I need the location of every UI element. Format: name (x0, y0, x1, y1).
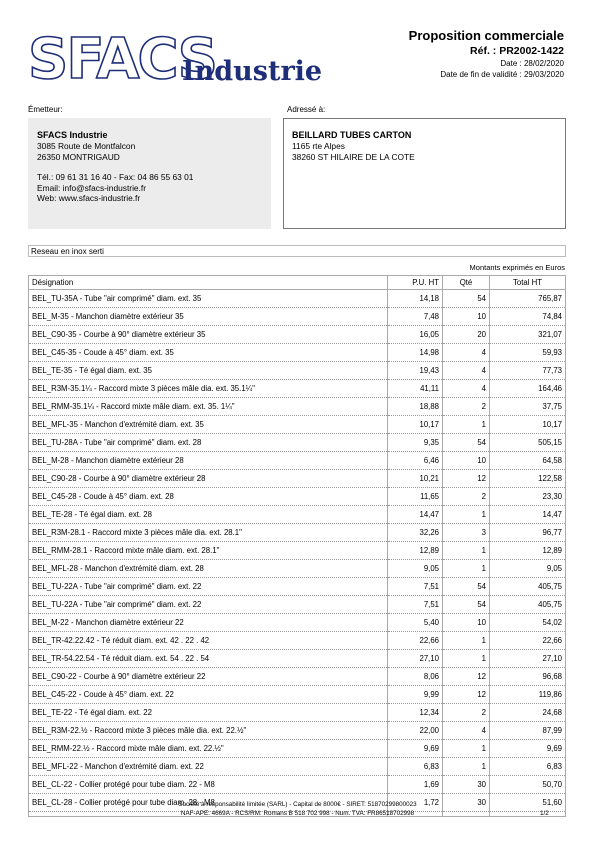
cell-quantity: 1 (443, 560, 490, 578)
cell-quantity: 4 (443, 362, 490, 380)
cell-unit-price: 10,17 (388, 416, 443, 434)
cell-total: 22,66 (490, 632, 566, 650)
cell-quantity: 4 (443, 344, 490, 362)
cell-unit-price: 41,11 (388, 380, 443, 398)
cell-designation: BEL_RMM-28.1 - Raccord mixte mâle diam. ext. 28.1" (29, 542, 388, 560)
sender-label: Émetteur: (28, 105, 63, 114)
footer-line-1: Société à responsabilité limitée (SARL) - Capital de 8000€ - SIRET: 51870299800023 (178, 801, 417, 808)
table-row (29, 488, 566, 506)
document-header (409, 28, 564, 80)
sender-address-2: 26350 MONTRIGAUD (37, 151, 120, 162)
table-row (29, 344, 566, 362)
cell-total: 10,17 (490, 416, 566, 434)
cell-designation: BEL_TR-42.22.42 - Té réduit diam. ext. 42 . 22 . 42 (29, 632, 388, 650)
cell-quantity: 1 (443, 506, 490, 524)
cell-designation: BEL_C90-22 - Courbe à 90° diamètre extérieur 22 (29, 668, 388, 686)
cell-total: 50,70 (490, 776, 566, 794)
cell-quantity: 1 (443, 758, 490, 776)
cell-designation: BEL_M-22 - Manchon diamètre extérieur 22 (29, 614, 388, 632)
cell-unit-price: 6,83 (388, 758, 443, 776)
table-row (29, 578, 566, 596)
table-row (29, 740, 566, 758)
footer-line-2: NAF-APE: 4669A - RCS/RM: Romans B 518 702 998 - Num. TVA: FR86518702998 (180, 810, 415, 817)
cell-designation: BEL_C45-35 - Coude à 45° diam. ext. 35 (29, 344, 388, 362)
cell-quantity: 10 (443, 614, 490, 632)
quote-lines-table (28, 275, 566, 817)
table-row (29, 686, 566, 704)
cell-total: 77,73 (490, 362, 566, 380)
cell-designation: BEL_C45-28 - Coude à 45° diam. ext. 28 (29, 488, 388, 506)
table-row (29, 758, 566, 776)
cell-designation: BEL_TE-22 - Té égal diam. ext. 22 (29, 704, 388, 722)
cell-quantity: 54 (443, 434, 490, 452)
cell-total: 405,75 (490, 596, 566, 614)
header-unit-price: P.U. HT (388, 276, 443, 290)
cell-total: 321,07 (490, 326, 566, 344)
table-row (29, 506, 566, 524)
cell-unit-price: 9,35 (388, 434, 443, 452)
recipient-label: Adressé à: (287, 105, 326, 114)
cell-quantity: 54 (443, 290, 490, 308)
cell-quantity: 4 (443, 722, 490, 740)
cell-unit-price: 19,43 (388, 362, 443, 380)
cell-total: 164,46 (490, 380, 566, 398)
cell-total: 405,75 (490, 578, 566, 596)
cell-designation: BEL_TE-28 - Té égal diam. ext. 28 (29, 506, 388, 524)
table-row (29, 542, 566, 560)
cell-quantity: 10 (443, 452, 490, 470)
table-row (29, 560, 566, 578)
sender-email: Email: info@sfacs-industrie.fr (37, 182, 147, 193)
document-validity: Date de fin de validité : 29/03/2020 (440, 70, 564, 79)
legal-footer (0, 800, 595, 818)
cell-unit-price: 14,18 (388, 290, 443, 308)
cell-designation: BEL_TE-35 - Té égal diam. ext. 35 (29, 362, 388, 380)
cell-total: 74,84 (490, 308, 566, 326)
cell-unit-price: 5,40 (388, 614, 443, 632)
cell-total: 87,99 (490, 722, 566, 740)
cell-designation: BEL_MFL-22 - Manchon d'extrémité diam. ext. 22 (29, 758, 388, 776)
document-reference: Réf. : PR2002-1422 (470, 45, 564, 57)
document-date: Date : 28/02/2020 (500, 59, 564, 68)
cell-total: 23,30 (490, 488, 566, 506)
cell-total: 59,93 (490, 344, 566, 362)
cell-designation: BEL_C90-35 - Courbe à 90° diamètre extérieur 35 (29, 326, 388, 344)
cell-unit-price: 14,47 (388, 506, 443, 524)
cell-designation: BEL_R3M-22.½ - Raccord mixte 3 pièces mâle dia. ext. 22.½" (29, 722, 388, 740)
cell-unit-price: 27,10 (388, 650, 443, 668)
sender-web: Web: www.sfacs-industrie.fr (37, 193, 141, 203)
table-row (29, 668, 566, 686)
table-row (29, 470, 566, 488)
cell-quantity: 54 (443, 596, 490, 614)
table-row (29, 290, 566, 308)
cell-designation: BEL_M-35 - Manchon diamètre extérieur 35 (29, 308, 388, 326)
table-row (29, 704, 566, 722)
table-row (29, 650, 566, 668)
table-row (29, 776, 566, 794)
cell-unit-price: 10,21 (388, 470, 443, 488)
cell-designation: BEL_TU-28A - Tube "air comprimé" diam. ext. 28 (29, 434, 388, 452)
cell-unit-price: 16,05 (388, 326, 443, 344)
cell-total: 51,60 (490, 794, 566, 812)
cell-designation: BEL_R3M-35.1¼ - Raccord mixte 3 pièces mâle dia. ext. 35.1¼" (29, 380, 388, 398)
cell-total: 12,89 (490, 542, 566, 560)
cell-unit-price: 18,88 (388, 398, 443, 416)
table-row (29, 596, 566, 614)
sender-name: SFACS Industrie (37, 130, 108, 140)
cell-total: 54,02 (490, 614, 566, 632)
cell-unit-price: 12,34 (388, 704, 443, 722)
sender-address-1: 3085 Route de Montfalcon (37, 141, 136, 151)
cell-total: 96,68 (490, 668, 566, 686)
cell-unit-price: 9,69 (388, 740, 443, 758)
header-quantity: Qté (443, 276, 490, 290)
table-row (29, 614, 566, 632)
cell-quantity: 1 (443, 650, 490, 668)
cell-unit-price: 7,51 (388, 578, 443, 596)
cell-total: 9,69 (490, 740, 566, 758)
cell-quantity: 3 (443, 524, 490, 542)
currency-note: Montants exprimés en Euros (469, 263, 565, 272)
table-row (29, 452, 566, 470)
cell-designation: BEL_M-28 - Manchon diamètre extérieur 28 (29, 452, 388, 470)
recipient-box (283, 118, 566, 229)
cell-total: 6,83 (490, 758, 566, 776)
cell-unit-price: 1,69 (388, 776, 443, 794)
cell-quantity: 54 (443, 578, 490, 596)
recipient-address-1: 1165 rte Alpes (292, 141, 345, 151)
table-header-row (29, 276, 566, 290)
cell-total: 119,86 (490, 686, 566, 704)
logo-sub-text: Industrie (182, 56, 323, 87)
cell-quantity: 12 (443, 470, 490, 488)
table-row (29, 722, 566, 740)
cell-designation: BEL_TU-22A - Tube "air comprimé" diam. ext. 22 (29, 578, 388, 596)
document-title: Proposition commerciale (408, 28, 564, 43)
cell-quantity: 2 (443, 704, 490, 722)
cell-designation: BEL_RMM-22.½ - Raccord mixte mâle diam. ext. 22.½" (29, 740, 388, 758)
cell-quantity: 2 (443, 398, 490, 416)
page-number: 1/2 (540, 810, 549, 817)
cell-quantity: 1 (443, 542, 490, 560)
cell-designation: BEL_TU-22A - Tube "air comprimé" diam. ext. 22 (29, 596, 388, 614)
cell-total: 765,87 (490, 290, 566, 308)
cell-quantity: 20 (443, 326, 490, 344)
cell-unit-price: 22,66 (388, 632, 443, 650)
cell-quantity: 1 (443, 416, 490, 434)
table-row (29, 398, 566, 416)
table-row (29, 524, 566, 542)
cell-total: 9,05 (490, 560, 566, 578)
cell-designation: BEL_C45-22 - Coude à 45° diam. ext. 22 (29, 686, 388, 704)
cell-quantity: 2 (443, 488, 490, 506)
table-row (29, 632, 566, 650)
cell-total: 96,77 (490, 524, 566, 542)
cell-total: 37,75 (490, 398, 566, 416)
cell-designation: BEL_TU-35A - Tube "air comprimé" diam. ext. 35 (29, 290, 388, 308)
cell-unit-price: 9,99 (388, 686, 443, 704)
header-total: Total HT (490, 276, 566, 290)
cell-quantity: 1 (443, 740, 490, 758)
table-row (29, 362, 566, 380)
logo-main-text: SFACS (28, 27, 216, 92)
cell-unit-price: 11,65 (388, 488, 443, 506)
cell-designation: BEL_CL-28 - Collier protégé pour tube diam. 28 - M8 (29, 794, 388, 812)
cell-total: 14,47 (490, 506, 566, 524)
sender-box (28, 118, 271, 229)
recipient-address-2: 38260 ST HILAIRE DE LA COTE (292, 151, 415, 162)
cell-quantity: 1 (443, 632, 490, 650)
cell-total: 27,10 (490, 650, 566, 668)
cell-unit-price: 1,72 (388, 794, 443, 812)
table-row (29, 326, 566, 344)
company-logo (28, 27, 328, 92)
cell-unit-price: 8,06 (388, 668, 443, 686)
table-row (29, 434, 566, 452)
cell-unit-price: 32,26 (388, 524, 443, 542)
table-row (29, 416, 566, 434)
cell-quantity: 10 (443, 308, 490, 326)
cell-quantity: 12 (443, 668, 490, 686)
cell-unit-price: 22,00 (388, 722, 443, 740)
cell-designation: BEL_R3M-28.1 - Raccord mixte 3 pièces mâle dia. ext. 28.1" (29, 524, 388, 542)
recipient-name: BEILLARD TUBES CARTON (292, 130, 412, 140)
header-designation: Désignation (29, 276, 388, 290)
cell-designation: BEL_MFL-28 - Manchon d'extrémité diam. ext. 28 (29, 560, 388, 578)
cell-unit-price: 9,05 (388, 560, 443, 578)
table-row (29, 380, 566, 398)
cell-unit-price: 6,46 (388, 452, 443, 470)
cell-total: 505,15 (490, 434, 566, 452)
cell-designation: BEL_RMM-35.1¼ - Raccord mixte mâle diam. ext. 35. 1¼" (29, 398, 388, 416)
cell-quantity: 4 (443, 380, 490, 398)
cell-quantity: 30 (443, 794, 490, 812)
cell-total: 122,58 (490, 470, 566, 488)
cell-total: 64,58 (490, 452, 566, 470)
cell-total: 24,68 (490, 704, 566, 722)
table-row (29, 308, 566, 326)
cell-unit-price: 7,48 (388, 308, 443, 326)
cell-unit-price: 7,51 (388, 596, 443, 614)
cell-quantity: 12 (443, 686, 490, 704)
cell-designation: BEL_TR-54.22.54 - Té réduit diam. ext. 54 . 22 . 54 (29, 650, 388, 668)
cell-designation: BEL_MFL-35 - Manchon d'extrémité diam. ext. 35 (29, 416, 388, 434)
cell-designation: BEL_C90-28 - Courbe à 90° diamètre extérieur 28 (29, 470, 388, 488)
sender-phone: Tél.: 09 61 31 16 40 - Fax: 04 86 55 63 01 (37, 172, 194, 182)
project-title: Reseau en inox serti (28, 245, 566, 257)
cell-designation: BEL_CL-22 - Collier protégé pour tube diam. 22 - M8 (29, 776, 388, 794)
cell-unit-price: 14,98 (388, 344, 443, 362)
cell-quantity: 30 (443, 776, 490, 794)
cell-unit-price: 12,89 (388, 542, 443, 560)
